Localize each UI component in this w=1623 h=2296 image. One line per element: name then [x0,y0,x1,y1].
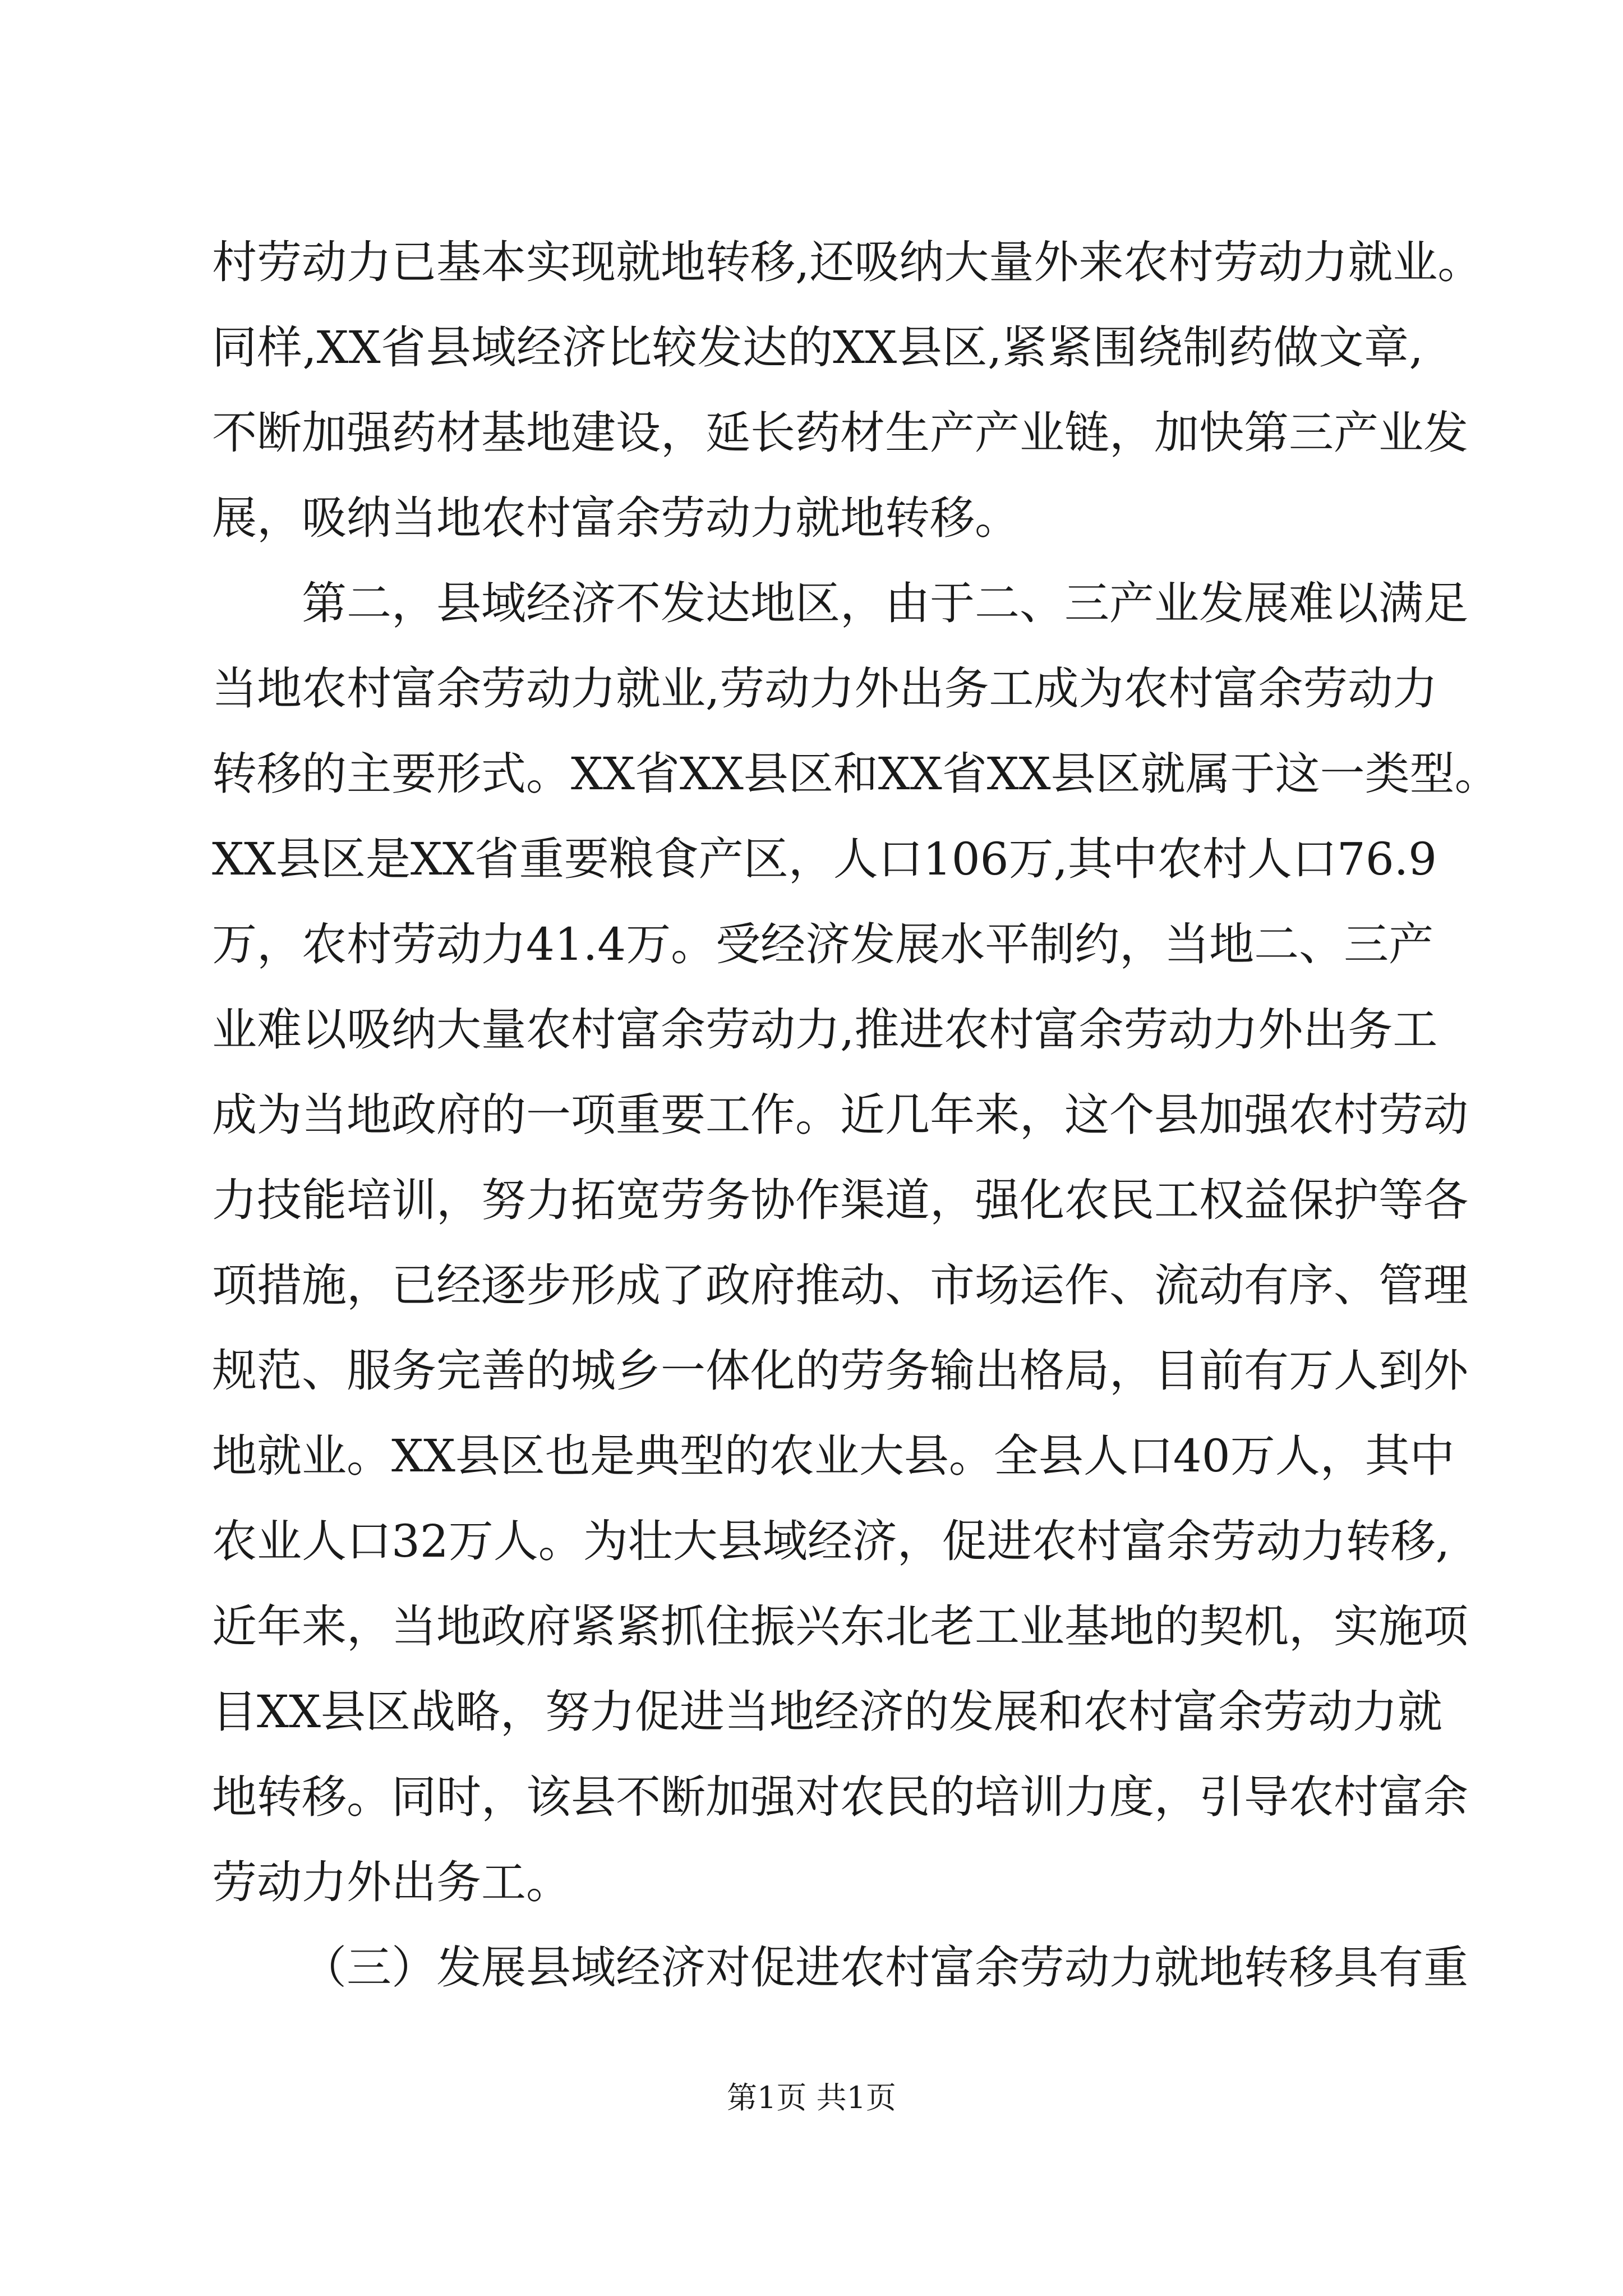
text-line: 村劳动力已基本实现就地转移,还吸纳大量外来农村劳动力就业。 [212,236,1483,288]
text-line: 力技能培训，努力拓宽劳务协作渠道，强化农民工权益保护等各 [212,1174,1468,1226]
text-line: （三）发展县域经济对促进农村富余劳动力就地转移具有重 [302,1941,1468,1994]
text-line: 展，吸纳当地农村富余劳动力就地转移。 [212,492,1020,544]
page-number-footer: 第1页 共1页 [727,2080,896,2115]
text-line: XX县区是XX省重要粮食产区，人口106万,其中农村人口76.9 [212,833,1437,885]
text-line: 地就业。XX县区也是典型的农业大县。全县人口40万人，其中 [212,1430,1455,1482]
text-line: 不断加强药材基地建设，延长药材生产产业链，加快第三产业发 [212,407,1468,459]
text-line: 目XX县区战略，努力促进当地经济的发展和农村富余劳动力就 [212,1686,1442,1738]
text-line: 当地农村富余劳动力就业,劳动力外出务工成为农村富余劳动力 [212,662,1438,715]
text-line: 第二，县域经济不发达地区，由于二、三产业发展难以满足 [302,577,1468,629]
text-line: 劳动力外出务工。 [212,1856,571,1908]
text-line: 万，农村劳动力41.4万。受经济发展水平制约，当地二、三产 [212,918,1434,970]
text-line: 同样,XX省县域经济比较发达的XX县区,紧紧围绕制药做文章, [212,321,1423,374]
text-line: 农业人口32万人。为壮大县域经济，促进农村富余劳动力转移, [212,1515,1450,1567]
text-line: 项措施，已经逐步形成了政府推动、市场运作、流动有序、管理 [212,1259,1468,1312]
text-line: 近年来，当地政府紧紧抓住振兴东北老工业基地的契机，实施项 [212,1600,1468,1653]
text-line: 业难以吸纳大量农村富余劳动力,推进农村富余劳动力外出务工 [212,1004,1438,1056]
body-text [212,220,1500,2010]
text-line: 成为当地政府的一项重要工作。近几年来，这个县加强农村劳动 [212,1089,1468,1141]
text-line: 规范、服务完善的城乡一体化的劳务输出格局，目前有万人到外 [212,1345,1468,1397]
text-line: 地转移。同时，该县不断加强对农民的培训力度，引导农村富余 [212,1771,1468,1823]
text-line: 转移的主要形式。XX省XX县区和XX省XX县区就属于这一类型。 [212,748,1500,800]
